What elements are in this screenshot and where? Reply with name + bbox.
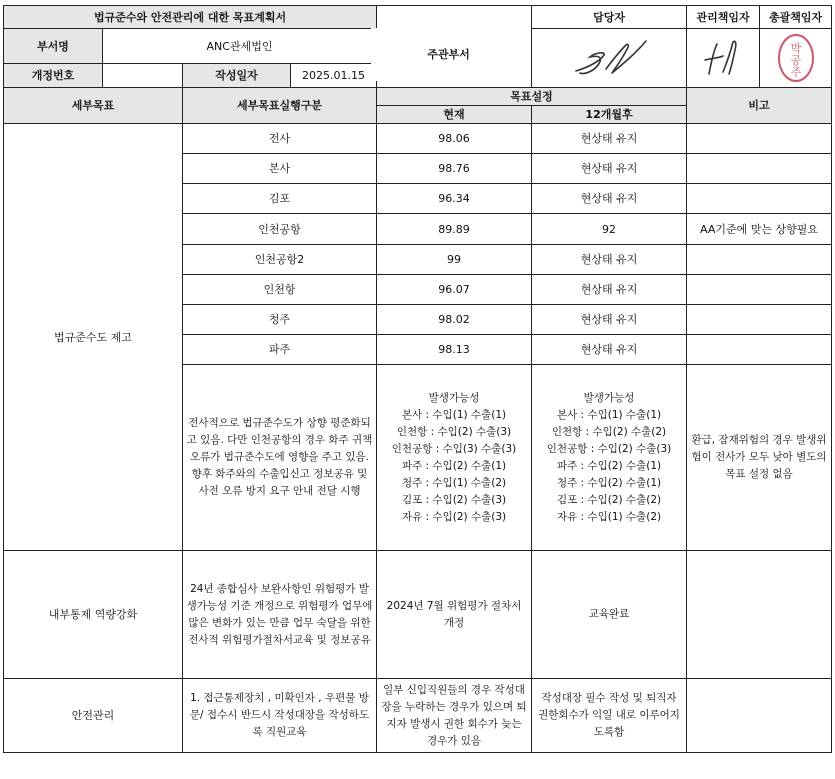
remark-cell	[687, 184, 832, 214]
chief-label: 총괄책임자	[760, 6, 832, 29]
svg-text:박: 박	[790, 42, 801, 55]
date-label: 작성일자	[183, 64, 291, 88]
col-category-header: 세부목표실행구분	[183, 88, 377, 124]
col-target-header: 목표설정	[377, 88, 687, 106]
after12-value: 현상태 유지	[532, 335, 687, 365]
owner-label: 담당자	[532, 6, 687, 29]
after12-value: 현상태 유지	[532, 154, 687, 184]
compliance-description: 전사적으로 법규준수도가 상향 평준화되고 있음. 다만 인천공항의 경우 화주 귀책오류가 법규준수도에 영향을 주고 있음. 향후 화주와의 수출입신고 정보공유 및 사전 오류 방지 요구 안내 전달 시행	[183, 365, 377, 551]
col-after12-header: 12개월후	[532, 106, 687, 124]
safety-description: 1. 접근통제장치 , 미확인자 , 우편물 방문/ 접수시 반드시 작성대장을 작성하도록 직원교육	[183, 679, 377, 753]
current-value: 98.13	[377, 335, 532, 365]
after12-risk-list	[532, 365, 687, 551]
after12-value: 현상태 유지	[532, 124, 687, 154]
goal-safety: 안전관리	[4, 679, 183, 753]
after12-value: 현상태 유지	[532, 275, 687, 305]
svg-text:공: 공	[790, 54, 801, 67]
risk-line: 김포 : 수입(2) 수출(2)	[556, 493, 662, 506]
risk-line: 인천항 : 수입(2) 수출(2)	[551, 425, 667, 438]
manager-label: 관리책임자	[687, 6, 760, 29]
col-goal-header: 세부목표	[4, 88, 183, 124]
dept-label: 부서명	[4, 29, 103, 64]
site-cell: 인천공항2	[183, 245, 377, 275]
site-cell: 김포	[183, 184, 377, 214]
risk-line: 자유 : 수입(2) 수출(3)	[401, 510, 507, 523]
date-value: 2025.01.15	[291, 64, 377, 88]
site-cell: 인천공항	[183, 214, 377, 245]
lead-dept-label: 주관부서	[371, 28, 526, 81]
current-risk-list	[377, 365, 532, 551]
risk-line: 파주 : 수입(2) 수출(1)	[556, 459, 662, 472]
risk-line: 파주 : 수입(2) 수출(1)	[401, 459, 507, 472]
current-value: 96.07	[377, 275, 532, 305]
risk-line: 발생가능성	[428, 391, 480, 404]
revision-label: 개정번호	[4, 64, 103, 88]
col-current-header: 현재	[377, 106, 532, 124]
chief-seal-stamp	[760, 29, 832, 88]
current-value: 96.34	[377, 184, 532, 214]
current-value: 98.02	[377, 305, 532, 335]
internal-control-current: 2024년 7월 위험평가 절차서 개정	[377, 551, 532, 679]
site-cell: 인천항	[183, 275, 377, 305]
manager-signature	[687, 29, 760, 88]
remark-cell	[687, 335, 832, 365]
risk-remark: 환급, 잠재위험의 경우 발생위험이 전사가 모두 낮아 별도의 목표 설정 없음	[687, 365, 832, 551]
revision-value	[103, 64, 183, 88]
site-cell: 파주	[183, 335, 377, 365]
risk-line: 본사 : 수입(1) 수출(1)	[401, 408, 507, 421]
after12-value: 현상태 유지	[532, 305, 687, 335]
remark-cell	[687, 154, 832, 184]
risk-line: 인천항 : 수입(2) 수출(3)	[396, 425, 512, 438]
document-title: 법규준수와 안전관리에 대한 목표계획서	[4, 6, 377, 29]
current-value: 98.76	[377, 154, 532, 184]
remark-cell: AA기준에 맞는 상향필요	[687, 214, 832, 245]
after12-value: 현상태 유지	[532, 245, 687, 275]
risk-line: 청주 : 수입(1) 수출(2)	[401, 476, 507, 489]
risk-line: 인천공항 : 수입(2) 수출(3)	[546, 442, 672, 455]
col-remark-header: 비고	[687, 88, 832, 124]
site-cell: 청주	[183, 305, 377, 335]
remark-cell	[687, 275, 832, 305]
site-cell: 본사	[183, 154, 377, 184]
risk-line: 청주 : 수입(2) 수출(1)	[556, 476, 662, 489]
goal-internal-control: 내부통제 역량강화	[4, 551, 183, 679]
safety-current: 일부 신입직원들의 경우 작성대장을 누락하는 경우가 있으며 퇴지자 발생시 권한 회수가 늦는 경우가 있음	[377, 679, 532, 753]
remark-cell	[687, 245, 832, 275]
dept-value: ANC관세법인	[103, 29, 377, 64]
after12-value: 92	[532, 214, 687, 245]
current-value: 89.89	[377, 214, 532, 245]
after12-value: 현상태 유지	[532, 184, 687, 214]
internal-control-description: 24년 종합심사 보완사항인 위험평가 발생가능성 기준 개정으로 위험평가 업무에 많은 변화가 있는 만큼 업무 숙달을 위한 전사적 위험평가절차서교육 및 정보공유	[183, 551, 377, 679]
current-value: 98.06	[377, 124, 532, 154]
risk-line: 발생가능성	[583, 391, 635, 404]
risk-line: 자유 : 수입(1) 수출(2)	[556, 510, 662, 523]
internal-control-after12: 교육완료	[532, 551, 687, 679]
current-value: 99	[377, 245, 532, 275]
risk-line: 인천공항 : 수입(3) 수출(3)	[391, 442, 517, 455]
owner-signature	[532, 29, 687, 88]
goal-plan-table	[3, 5, 832, 753]
remark-cell	[687, 305, 832, 335]
internal-control-remark	[687, 551, 832, 679]
risk-line: 본사 : 수입(1) 수출(1)	[556, 408, 662, 421]
risk-line: 김포 : 수입(2) 수출(3)	[401, 493, 507, 506]
safety-remark	[687, 679, 832, 753]
goal-compliance: 법규준수도 제고	[4, 124, 183, 551]
safety-after12: 작성대장 필수 작성 및 퇴직자 권한회수가 익일 내로 이루어지도록함	[532, 679, 687, 753]
svg-text:주: 주	[790, 66, 801, 79]
site-cell: 전사	[183, 124, 377, 154]
remark-cell	[687, 124, 832, 154]
